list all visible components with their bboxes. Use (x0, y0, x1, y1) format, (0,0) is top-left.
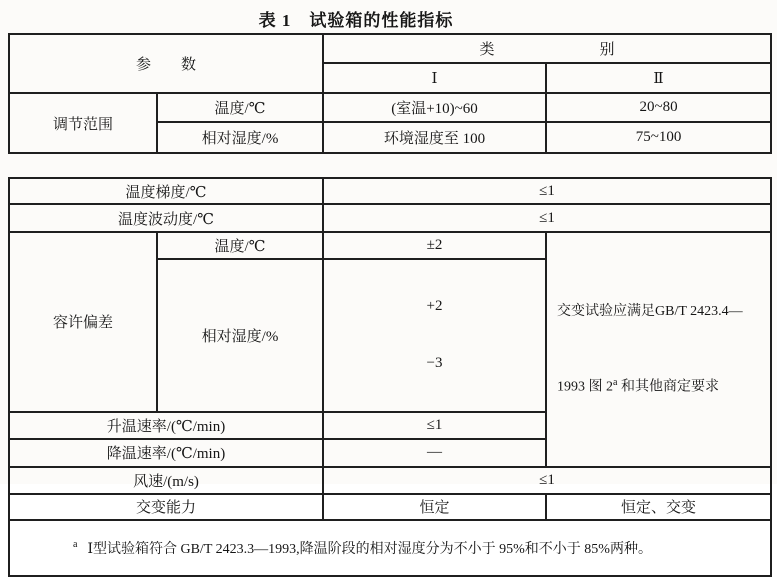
t1-temp-label: 温度/℃ (157, 93, 323, 122)
table-title: 表 1 试验箱的性能指标 (258, 11, 454, 30)
table-row (9, 93, 771, 122)
t2-cool-rate-label: 降温速率/(℃/min) (9, 439, 323, 467)
t2-deviation-rh-label: 相对湿度/% (157, 259, 323, 412)
t2-gradient-value: ≤1 (323, 178, 771, 204)
cross-note-line2: 1993 图 2$^a$ 和其他商定要求 (557, 377, 719, 395)
table-row (9, 520, 771, 576)
t2-cross-test-note (546, 232, 771, 467)
t2-capability-class1-value: 恒定 (323, 494, 546, 520)
table-adjustment-range (8, 33, 772, 154)
rh-deviation-minus: −3 (426, 355, 443, 372)
t1-header-class-1: Ⅰ (323, 63, 546, 93)
t2-deviation-temp-label: 温度/℃ (157, 232, 323, 259)
t2-capability-class2-value: 恒定、交变 (546, 494, 771, 520)
table-performance-tolerances (8, 177, 772, 577)
t1-rh-class1-value: 环境湿度至 100 (323, 122, 546, 153)
table-row (9, 34, 771, 63)
t1-rh-class2-value: 75~100 (546, 122, 771, 153)
t1-header-parameter: 参 数 (9, 34, 323, 93)
table-row (9, 467, 771, 494)
rh-deviation-plus: +2 (426, 298, 443, 314)
t2-deviation-group-label: 容许偏差 (9, 232, 157, 412)
footnote-marker: a (73, 538, 78, 550)
table-footnote (9, 520, 771, 576)
t1-header-category: 类 别 (323, 34, 771, 63)
t2-cool-rate-value: — (323, 439, 546, 467)
table-row (9, 232, 771, 259)
t2-heat-rate-value: ≤1 (323, 412, 546, 439)
footnote-text: Ⅰ型试验箱符合 GB/T 2423.3—1993,降温阶段的相对湿度分为不小于 95%和不小于 85%两种。 (87, 541, 652, 557)
t2-wind-speed-value: ≤1 (323, 467, 771, 494)
t1-header-class-2: Ⅱ (546, 63, 771, 93)
t1-group-label: 调节范围 (9, 93, 157, 153)
table-row (9, 178, 771, 204)
t1-temp-class1-value: (室温+10)~60 (323, 93, 546, 122)
cross-note-line1: 交变试验应满足GB/T 2423.4— (557, 303, 743, 319)
t2-fluctuation-value: ≤1 (323, 204, 771, 232)
footnote-marker: a (613, 377, 618, 389)
table-row (9, 204, 771, 232)
t2-deviation-temp-value: ±2 (323, 232, 546, 259)
table-row (9, 494, 771, 520)
t2-gradient-label: 温度梯度/℃ (9, 178, 323, 204)
t2-wind-speed-label: 风速/(m/s) (9, 467, 323, 494)
t1-rh-label: 相对湿度/% (157, 122, 323, 153)
t2-deviation-rh-value (323, 259, 546, 412)
t2-heat-rate-label: 升温速率/(℃/min) (9, 412, 323, 439)
t2-capability-label: 交变能力 (9, 494, 323, 520)
t2-fluctuation-label: 温度波动度/℃ (9, 204, 323, 232)
t1-temp-class2-value: 20~80 (546, 93, 771, 122)
